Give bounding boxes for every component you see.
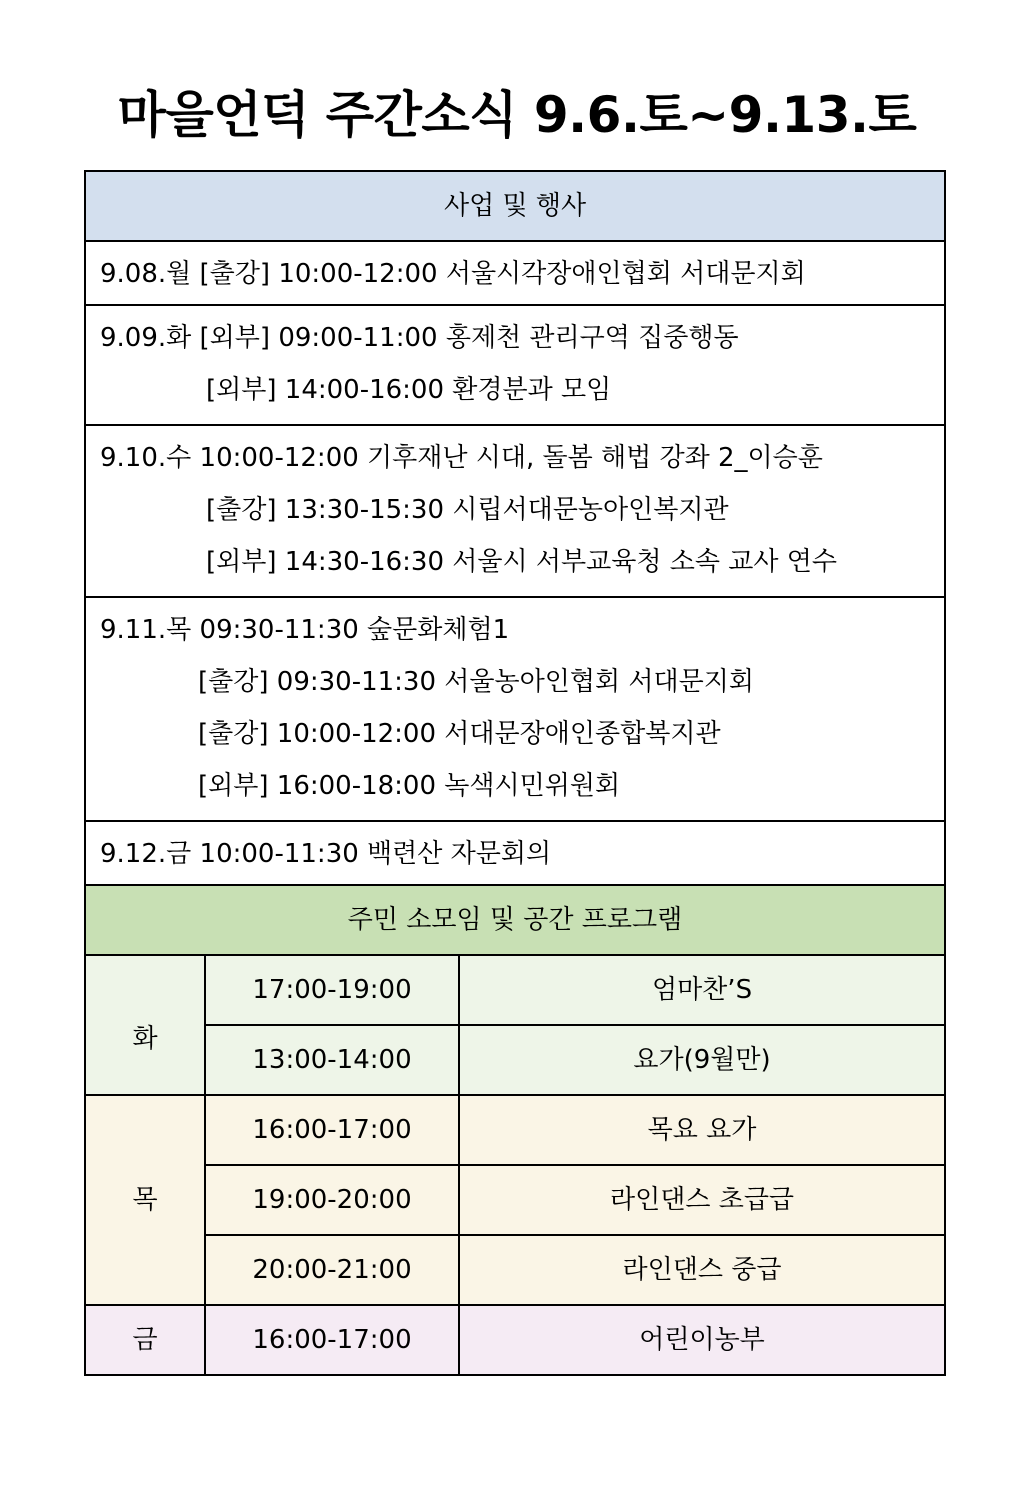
program-row: [85, 1025, 945, 1095]
event-line: 9.12.금 10:00-11:30 백련산 자문회의: [100, 839, 552, 869]
programs-section-header: 주민 소모임 및 공간 프로그램: [85, 885, 945, 955]
event-row: [85, 241, 945, 305]
day-label-fri: 금: [85, 1305, 205, 1375]
program-row: [85, 1305, 945, 1375]
event-line: [외부] 16:00-18:00 녹색시민위원회: [198, 771, 621, 801]
program-row: [85, 1165, 945, 1235]
event-line: 9.11.목 09:30-11:30 숲문화체험1: [100, 615, 510, 645]
page-title: 마을언덕 주간소식 9.6.토~9.13.토: [117, 86, 917, 144]
program-name: 라인댄스 중급: [459, 1235, 945, 1305]
program-row: [85, 955, 945, 1025]
event-line: [출강] 10:00-12:00 서대문장애인종합복지관: [198, 719, 721, 749]
program-time: 16:00-17:00: [205, 1095, 459, 1165]
day-label-tue: 화: [85, 955, 205, 1095]
event-row: [85, 305, 945, 425]
day-label-thu: 목: [85, 1095, 205, 1305]
event-row: [85, 425, 945, 597]
event-line: 9.10.수 10:00-12:00 기후재난 시대, 돌봄 해법 강좌 2_이승훈: [100, 443, 823, 473]
program-name: 목요 요가: [459, 1095, 945, 1165]
events-section-header: 사업 및 행사: [85, 171, 945, 241]
schedule-table: [84, 170, 946, 1376]
program-time: 17:00-19:00: [205, 955, 459, 1025]
program-name: 엄마찬’S: [459, 955, 945, 1025]
program-row: [85, 1095, 945, 1165]
program-name: 요가(9월만): [459, 1025, 945, 1095]
event-line: [출강] 09:30-11:30 서울농아인협회 서대문지회: [198, 667, 754, 697]
event-line: 9.09.화 [외부] 09:00-11:00 홍제천 관리구역 집중행동: [100, 323, 739, 353]
event-line: [출강] 13:30-15:30 시립서대문농아인복지관: [206, 495, 729, 525]
event-line: [외부] 14:00-16:00 환경분과 모임: [206, 375, 612, 405]
event-line: 9.08.월 [출강] 10:00-12:00 서울시각장애인협회 서대문지회: [100, 259, 806, 289]
program-time: 16:00-17:00: [205, 1305, 459, 1375]
program-name: 라인댄스 초급급: [459, 1165, 945, 1235]
event-line: [외부] 14:30-16:30 서울시 서부교육청 소속 교사 연수: [206, 547, 837, 577]
program-row: [85, 1235, 945, 1305]
program-time: 19:00-20:00: [205, 1165, 459, 1235]
event-row: [85, 821, 945, 885]
program-time: 20:00-21:00: [205, 1235, 459, 1305]
program-time: 13:00-14:00: [205, 1025, 459, 1095]
program-name: 어린이농부: [459, 1305, 945, 1375]
event-row: [85, 597, 945, 821]
